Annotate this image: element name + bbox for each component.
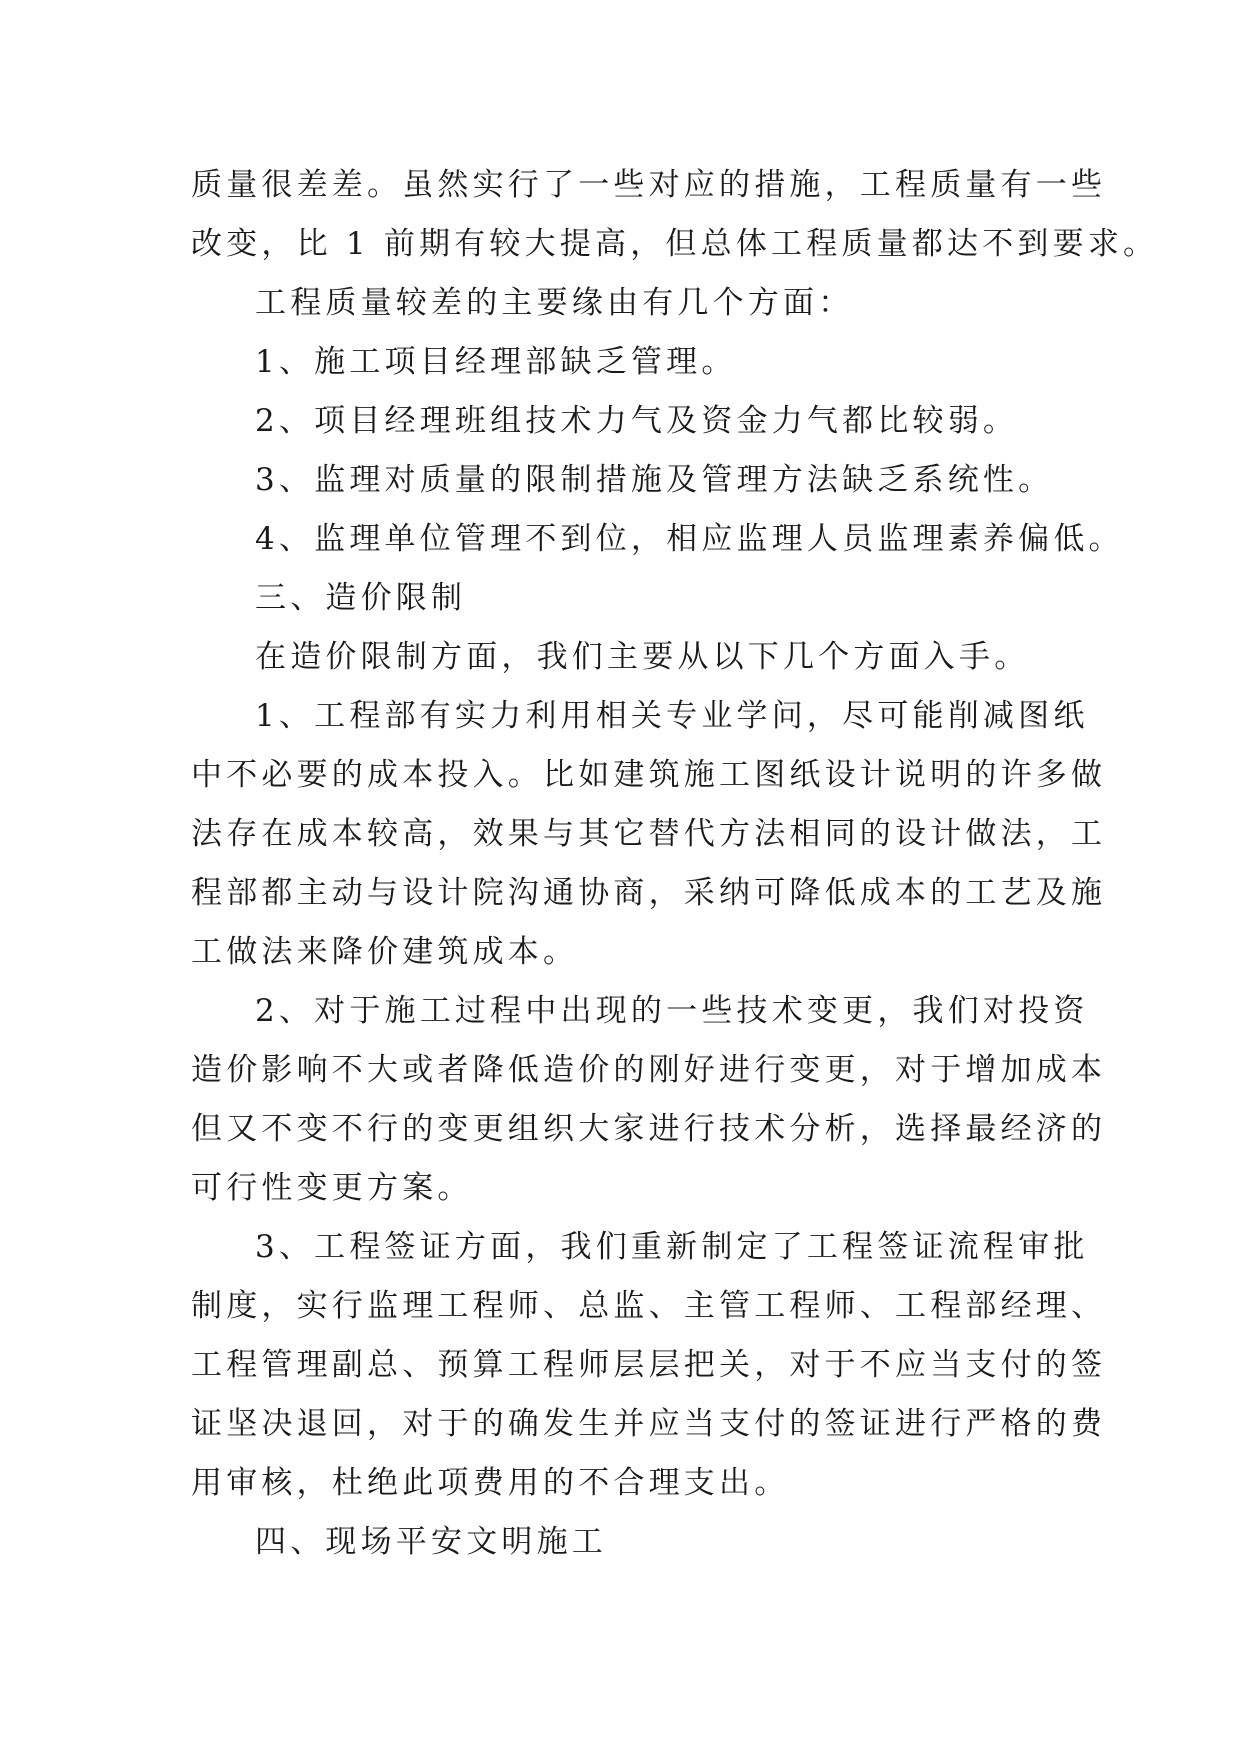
paragraph-line: 程部都主动与设计院沟通协商，采纳可降低成本的工艺及施 (191, 875, 1107, 911)
section-heading: 三、造价限制 (255, 580, 467, 616)
paragraph-line: 工程质量较差的主要缘由有几个方面： (255, 285, 854, 321)
list-item: 4、监理单位管理不到位，相应监理人员监理素养偏低。 (255, 521, 1124, 557)
paragraph-line: 工做法来降价建筑成本。 (191, 934, 579, 970)
paragraph-line: 工程管理副总、预算工程师层层把关，对于不应当支付的签 (191, 1347, 1107, 1383)
paragraph-line: 用审核，杜绝此项费用的不合理支出。 (191, 1465, 790, 1501)
paragraph-line: 改变，比 1 前期有较大提高，但总体工程质量都达不到要求。 (191, 226, 1159, 262)
paragraph-line: 在造价限制方面，我们主要从以下几个方面入手。 (255, 639, 1030, 675)
list-item: 3、监理对质量的限制措施及管理方法缺乏系统性。 (255, 462, 1054, 498)
paragraph-line: 法存在成本较高，效果与其它替代方法相同的设计做法，工 (191, 816, 1107, 852)
paragraph-line: 证坚决退回，对于的确发生并应当支付的签证进行严格的费 (191, 1406, 1107, 1442)
section-heading: 四、现场平安文明施工 (255, 1524, 607, 1560)
list-item: 1、施工项目经理部缺乏管理。 (255, 344, 737, 380)
list-item: 2、项目经理班组技术力气及资金力气都比较弱。 (255, 403, 1019, 439)
paragraph-line: 造价影响不大或者降低造价的刚好进行变更，对于增加成本 (191, 1052, 1107, 1088)
paragraph-line: 2、对于施工过程中出现的一些技术变更，我们对投资 (255, 993, 1089, 1029)
paragraph-line: 但又不变不行的变更组织大家进行技术分析，选择最经济的 (191, 1111, 1107, 1147)
paragraph-line: 制度，实行监理工程师、总监、主管工程师、工程部经理、 (191, 1288, 1107, 1324)
paragraph-line: 中不必要的成本投入。比如建筑施工图纸设计说明的许多做 (191, 757, 1107, 793)
paragraph-line: 可行性变更方案。 (191, 1170, 473, 1206)
paragraph-line: 1、工程部有实力利用相关专业学问，尽可能削减图纸 (255, 698, 1089, 734)
paragraph-line: 3、工程签证方面，我们重新制定了工程签证流程审批 (255, 1229, 1089, 1265)
paragraph-line: 质量很差差。虽然实行了一些对应的措施，工程质量有一些 (191, 167, 1107, 203)
